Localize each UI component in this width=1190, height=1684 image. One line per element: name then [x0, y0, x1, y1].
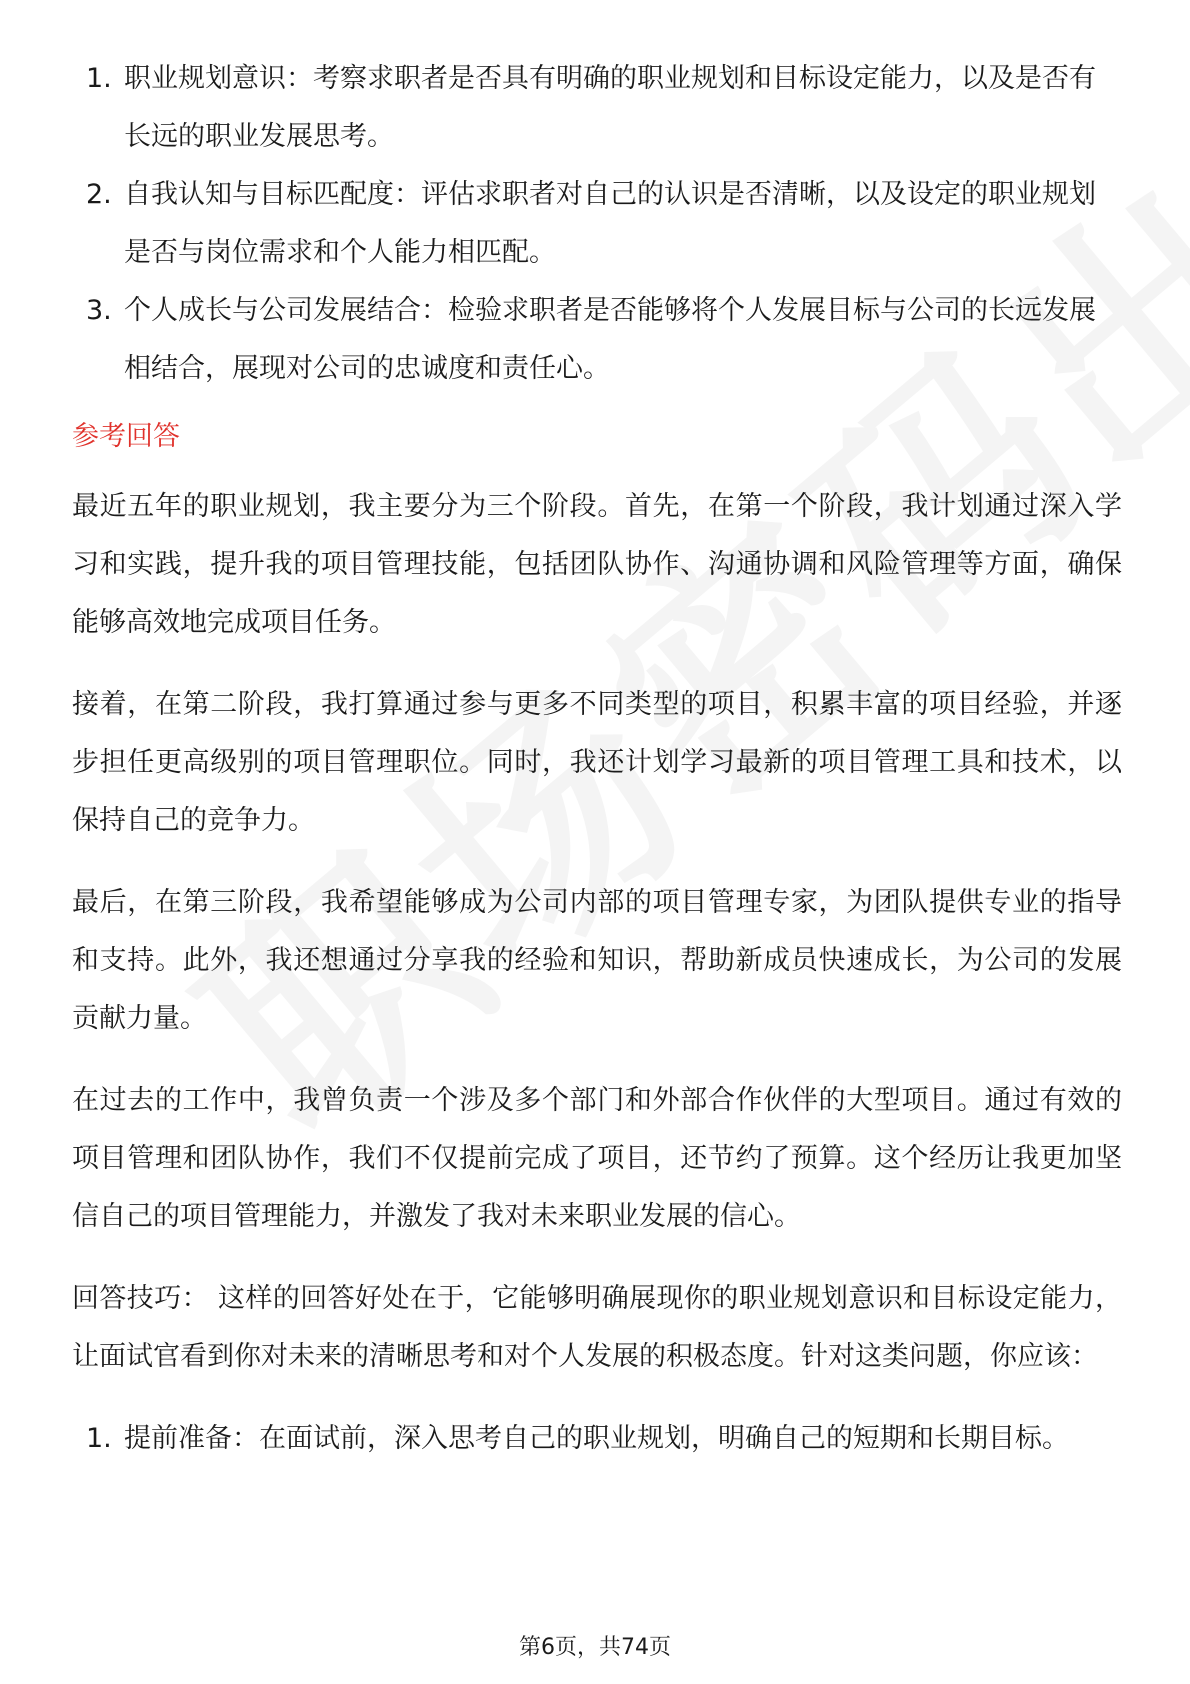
section-heading: 参考回答: [72, 421, 180, 452]
list-number: 1.: [86, 1423, 112, 1454]
list-item: [72, 166, 1122, 282]
criteria-list: [72, 50, 1122, 398]
paragraph: 最后，在第三阶段，我希望能够成为公司内部的项目管理专家，为团队提供专业的指导和支持。此外，我还想通过分享我的经验和知识，帮助新成员快速成长，为公司的发展贡献力量。: [72, 887, 1122, 1034]
paragraph: 在过去的工作中，我曾负责一个涉及多个部门和外部合作伙伴的大型项目。通过有效的项目管理和团队协作，我们不仅提前完成了项目，还节约了预算。这个经历让我更加坚信自己的项目管理能力，并激发了我对未来职业发展的信心。: [72, 1085, 1122, 1232]
list-number: 3.: [86, 295, 112, 326]
page-footer: 第6页，共74页: [519, 1635, 671, 1660]
paragraph: 回答技巧： 这样的回答好处在于，它能够明确展现你的职业规划意识和目标设定能力，让面试官看到你对未来的清晰思考和对个人发展的积极态度。针对这类问题，你应该：: [72, 1283, 1122, 1372]
list-number: 1.: [86, 63, 112, 94]
list-item-text: 自我认知与目标匹配度：评估求职者对自己的认识是否清晰，以及设定的职业规划是否与岗位需求和个人能力相匹配。: [124, 179, 1096, 268]
list-item: [72, 1410, 1122, 1468]
list-item: [72, 282, 1122, 398]
list-item-text: 职业规划意识：考察求职者是否具有明确的职业规划和目标设定能力，以及是否有长远的职业发展思考。: [124, 63, 1096, 152]
paragraph: 接着，在第二阶段，我打算通过参与更多不同类型的项目，积累丰富的项目经验，并逐步担任更高级别的项目管理职位。同时，我还计划学习最新的项目管理工具和技术，以保持自己的竞争力。: [72, 689, 1122, 836]
paragraph: 最近五年的职业规划，我主要分为三个阶段。首先，在第一个阶段，我计划通过深入学习和实践，提升我的项目管理技能，包括团队协作、沟通协调和风险管理等方面，确保能够高效地完成项目任务。: [72, 491, 1122, 638]
list-item-text: 提前准备：在面试前，深入思考自己的职业规划，明确自己的短期和长期目标。: [124, 1423, 1069, 1454]
list-item: [72, 50, 1122, 166]
tips-list: [72, 1410, 1122, 1468]
list-number: 2.: [86, 179, 112, 210]
list-item-text: 个人成长与公司发展结合：检验求职者是否能够将个人发展目标与公司的长远发展相结合，展现对公司的忠诚度和责任心。: [124, 295, 1096, 384]
document-body: [72, 50, 1122, 1468]
